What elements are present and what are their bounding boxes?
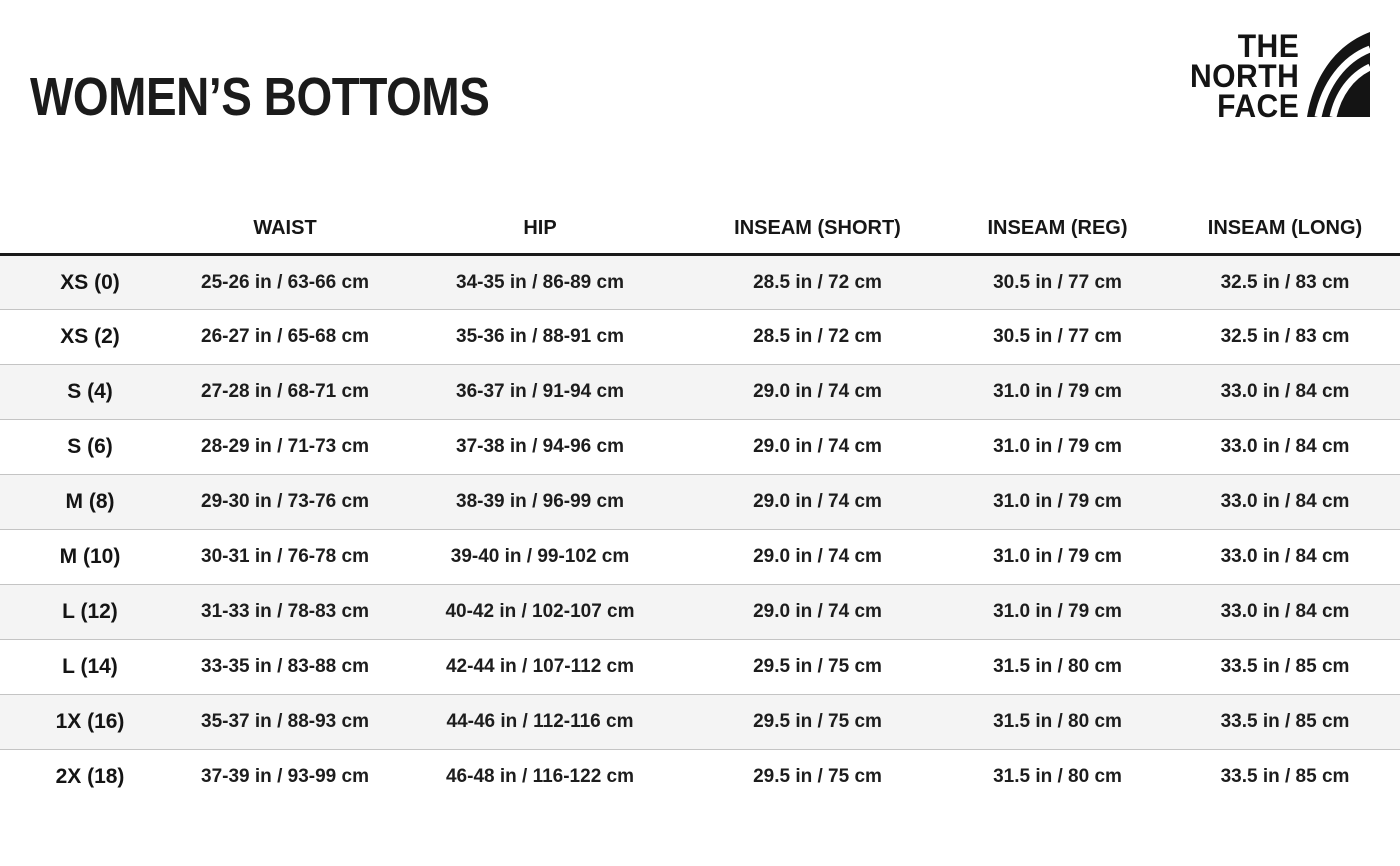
table-row xyxy=(0,255,1400,310)
size-cell: M (8) xyxy=(65,490,115,513)
table-row xyxy=(0,695,1400,750)
size-cell: S (6) xyxy=(67,435,113,458)
table-row xyxy=(0,365,1400,420)
inseam-short-cell: 28.5 in / 72 cm xyxy=(753,271,882,293)
inseam-long-cell: 33.0 in / 84 cm xyxy=(1220,436,1350,457)
size-table-header xyxy=(0,188,1400,255)
inseam-reg-cell: 30.5 in / 77 cm xyxy=(993,271,1122,293)
size-cell: 2X (18) xyxy=(55,765,125,789)
hip-cell: 35-36 in / 88-91 cm xyxy=(456,326,624,347)
inseam-long-cell: 33.0 in / 84 cm xyxy=(1220,601,1350,622)
inseam-short-cell: 29.5 in / 75 cm xyxy=(753,711,882,732)
waist-cell: 35-37 in / 88-93 cm xyxy=(201,711,369,732)
waist-cell: 30-31 in / 76-78 cm xyxy=(201,546,369,567)
inseam-reg-cell: 31.0 in / 79 cm xyxy=(993,601,1122,622)
logo-line-face: FACE xyxy=(1216,88,1299,124)
page-header xyxy=(0,0,1400,188)
inseam-reg-cell: 31.0 in / 79 cm xyxy=(993,381,1122,402)
table-row xyxy=(0,420,1400,475)
inseam-short-cell: 29.0 in / 74 cm xyxy=(753,381,882,402)
hip-cell: 36-37 in / 91-94 cm xyxy=(456,381,624,402)
size-cell: XS (0) xyxy=(60,270,120,294)
inseam-long-cell: 33.0 in / 84 cm xyxy=(1220,491,1350,512)
hip-cell: 34-35 in / 86-89 cm xyxy=(456,271,624,293)
page-title: WOMEN’S BOTTOMS xyxy=(30,67,490,127)
hip-cell: 44-46 in / 112-116 cm xyxy=(446,711,634,732)
table-row xyxy=(0,530,1400,585)
waist-cell: 33-35 in / 83-88 cm xyxy=(201,656,369,677)
logo-wordmark xyxy=(1189,28,1299,124)
waist-cell: 28-29 in / 71-73 cm xyxy=(201,436,369,457)
logo-line-the: THE xyxy=(1237,28,1299,64)
column-header-hip: HIP xyxy=(523,217,557,239)
column-header-inseam-short: INSEAM (SHORT) xyxy=(734,217,901,239)
waist-cell: 27-28 in / 68-71 cm xyxy=(201,381,369,402)
inseam-long-cell: 32.5 in / 83 cm xyxy=(1220,271,1350,293)
table-row xyxy=(0,475,1400,530)
inseam-long-cell: 33.5 in / 85 cm xyxy=(1220,711,1350,732)
column-header-inseam-reg: INSEAM (REG) xyxy=(987,217,1128,239)
inseam-short-cell: 29.0 in / 74 cm xyxy=(753,436,882,457)
inseam-reg-cell: 31.5 in / 80 cm xyxy=(993,656,1122,677)
size-cell: S (4) xyxy=(67,380,113,403)
inseam-long-cell: 33.0 in / 84 cm xyxy=(1220,546,1350,567)
size-table xyxy=(0,188,1400,805)
inseam-reg-cell: 31.0 in / 79 cm xyxy=(993,546,1122,567)
inseam-long-cell: 33.0 in / 84 cm xyxy=(1220,381,1350,402)
inseam-long-cell: 32.5 in / 83 cm xyxy=(1220,326,1350,347)
brand-logo xyxy=(1183,28,1370,124)
size-cell: XS (2) xyxy=(60,325,120,348)
waist-cell: 25-26 in / 63-66 cm xyxy=(201,271,369,293)
hip-cell: 42-44 in / 107-112 cm xyxy=(445,656,634,677)
waist-cell: 37-39 in / 93-99 cm xyxy=(201,766,369,788)
column-header-waist: WAIST xyxy=(253,217,317,239)
table-row xyxy=(0,640,1400,695)
hip-cell: 38-39 in / 96-99 cm xyxy=(456,491,624,512)
table-row xyxy=(0,585,1400,640)
hip-cell: 40-42 in / 102-107 cm xyxy=(445,601,635,622)
inseam-short-cell: 29.0 in / 74 cm xyxy=(753,546,882,567)
table-row xyxy=(0,750,1400,805)
inseam-reg-cell: 31.0 in / 79 cm xyxy=(993,491,1122,512)
inseam-short-cell: 29.0 in / 74 cm xyxy=(753,491,882,512)
inseam-short-cell: 29.5 in / 75 cm xyxy=(753,766,882,788)
table-row xyxy=(0,310,1400,365)
column-header-size xyxy=(0,188,180,255)
logo-line-north: NORTH xyxy=(1189,58,1299,94)
inseam-long-cell: 33.5 in / 85 cm xyxy=(1220,766,1350,788)
size-cell: L (14) xyxy=(62,655,118,678)
inseam-reg-cell: 31.0 in / 79 cm xyxy=(993,436,1122,457)
waist-cell: 29-30 in / 73-76 cm xyxy=(201,491,369,512)
waist-cell: 26-27 in / 65-68 cm xyxy=(201,326,369,347)
inseam-reg-cell: 31.5 in / 80 cm xyxy=(993,766,1122,788)
header-row xyxy=(0,188,1400,255)
waist-cell: 31-33 in / 78-83 cm xyxy=(201,601,369,622)
inseam-short-cell: 29.0 in / 74 cm xyxy=(753,601,882,622)
half-dome-icon xyxy=(1306,31,1370,117)
size-table-body xyxy=(0,255,1400,805)
size-cell: L (12) xyxy=(62,600,118,623)
inseam-short-cell: 28.5 in / 72 cm xyxy=(753,326,882,347)
inseam-long-cell: 33.5 in / 85 cm xyxy=(1220,656,1350,677)
hip-cell: 39-40 in / 99-102 cm xyxy=(450,546,630,567)
column-header-inseam-long: INSEAM (LONG) xyxy=(1207,217,1363,239)
size-cell: M (10) xyxy=(59,545,121,568)
inseam-reg-cell: 30.5 in / 77 cm xyxy=(993,326,1122,347)
inseam-short-cell: 29.5 in / 75 cm xyxy=(753,656,882,677)
hip-cell: 37-38 in / 94-96 cm xyxy=(456,436,624,457)
hip-cell: 46-48 in / 116-122 cm xyxy=(445,766,634,788)
inseam-reg-cell: 31.5 in / 80 cm xyxy=(993,711,1122,732)
size-cell: 1X (16) xyxy=(55,710,125,733)
